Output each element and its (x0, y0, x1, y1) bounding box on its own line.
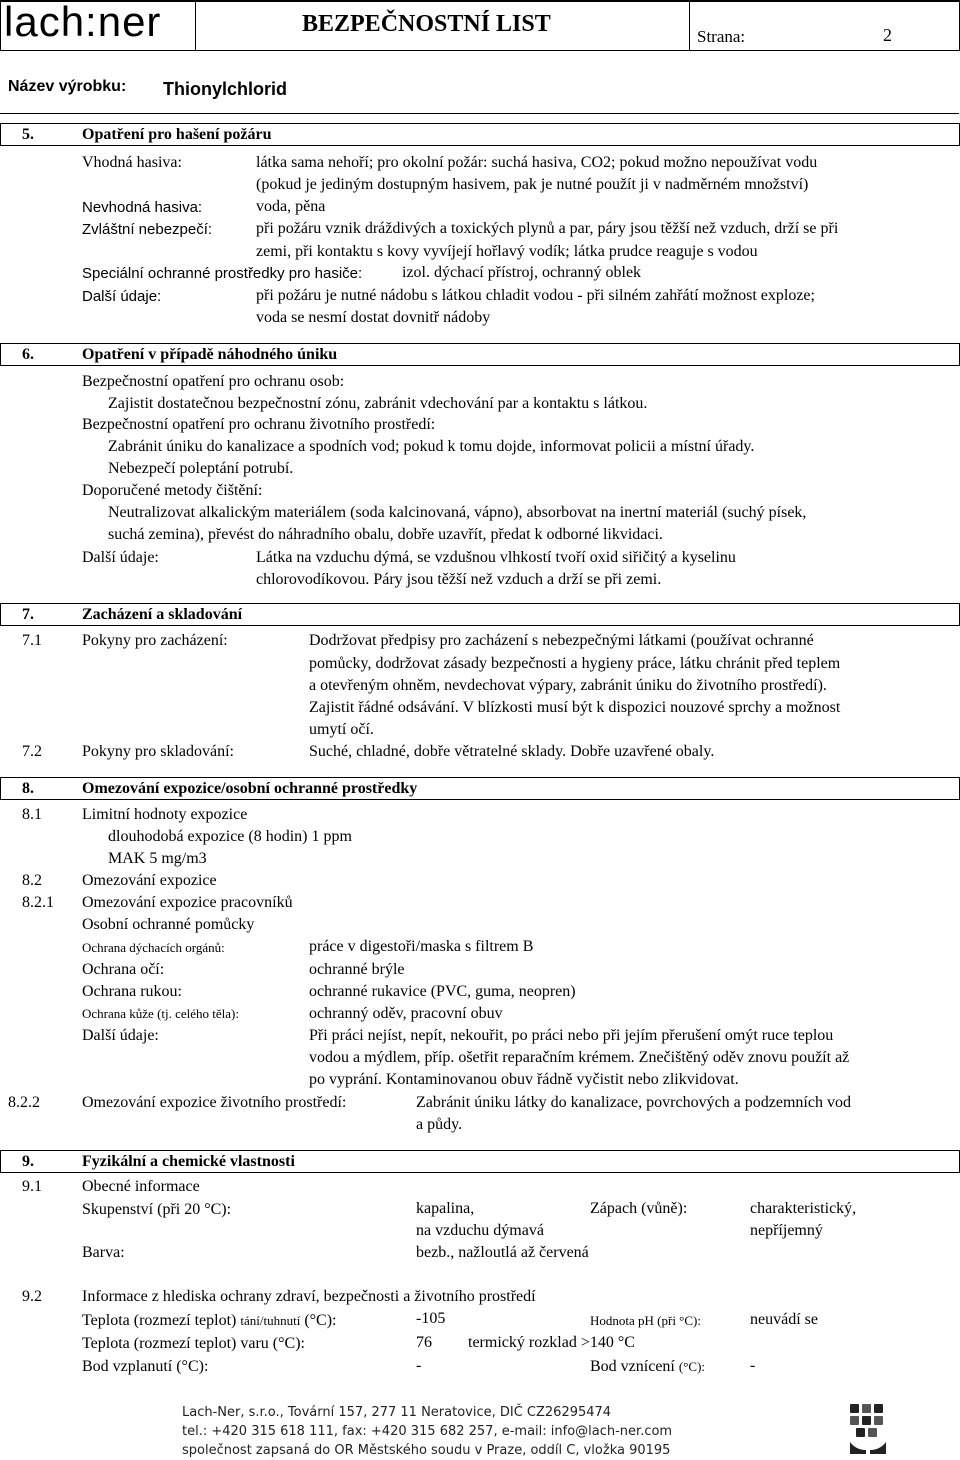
company-emblem-icon (848, 1402, 888, 1456)
value: nepříjemný (750, 1222, 823, 1239)
value: termický rozklad >140 °C (468, 1334, 635, 1351)
label: Ochrana očí: (82, 961, 165, 978)
footer-registration: společnost zapsaná do OR Městského soudu v Praze, oddíl C, vložka 90195 (182, 1443, 671, 1458)
section-9-number: 9. (22, 1153, 34, 1170)
section-5-title: Opatření pro hašení požáru (82, 126, 272, 143)
label-part: Bod vznícení (590, 1358, 675, 1375)
value: 76 (416, 1334, 432, 1351)
value: Suché, chladné, dobře větratelné sklady. Dobře uzavřené obaly. (309, 743, 715, 760)
section-7-number: 7. (22, 606, 34, 623)
label: Pokyny pro zacházení: (82, 632, 228, 649)
value: chlorovodíkovou. Páry jsou těžší než vzduch a drží se při zemi. (256, 571, 662, 588)
value: ochranné rukavice (PVC, guma, neopren) (309, 983, 576, 1000)
value: ochranné brýle (309, 961, 405, 978)
value: suchá zemina), převést do náhradního obalu, dobře uzavřít, předat k odborné likvidaci. (108, 526, 663, 543)
value: umytí očí. (309, 721, 374, 738)
company-logo: lach:ner (4, 0, 162, 45)
subsection-number: 8.2.1 (22, 894, 54, 911)
section-6-title: Opatření v případě náhodného úniku (82, 346, 338, 363)
value: neuvádí se (750, 1311, 818, 1328)
page-number: 2 (883, 25, 892, 45)
footer-contact: tel.: +420 315 618 111, fax: +420 315 682 257, e-mail: info@lach-ner.com (182, 1424, 673, 1439)
label: Barva: (82, 1244, 125, 1261)
section-8-number: 8. (22, 780, 34, 797)
label: Omezování expozice životního prostředí: (82, 1094, 347, 1111)
subheading: Obecné informace (82, 1178, 200, 1195)
label: Pokyny pro skladování: (82, 743, 234, 760)
value: na vzduchu dýmavá (416, 1222, 544, 1239)
label: Vhodná hasiva: (82, 154, 182, 171)
label: Další údaje: (82, 288, 162, 305)
page-label: Strana: (697, 27, 746, 46)
value: Zabránit úniku látky do kanalizace, povrchových a podzemních vod (416, 1094, 851, 1111)
label: Ochrana dýchacích orgánů: (82, 940, 225, 955)
separator (0, 113, 959, 114)
value: kapalina, (416, 1200, 475, 1217)
subheading: Bezpečnostní opatření pro ochranu osob: (82, 373, 345, 390)
value: a půdy. (416, 1116, 463, 1133)
subheading: Osobní ochranné pomůcky (82, 916, 255, 933)
label (82, 1312, 337, 1330)
section-6-number: 6. (22, 346, 34, 363)
value: práce v digestoři/maska s filtrem B (309, 938, 534, 955)
subsection-number: 9.2 (22, 1288, 42, 1305)
value: Zajistit řádné odsávání. V blízkosti musí být k dispozici nouzové sprchy a možnost (309, 699, 841, 716)
subsection-number: 8.1 (22, 806, 42, 823)
product-name: Thionylchlorid (163, 79, 287, 99)
label: Bod vzplanutí (°C): (82, 1358, 209, 1375)
document-title: BEZPEČNOSTNÍ LIST (302, 11, 551, 37)
label: Ochrana kůže (tj. celého těla): (82, 1006, 239, 1021)
value: voda se nesmí dostat dovnitř nádoby (256, 309, 491, 326)
label: Další údaje: (82, 1027, 159, 1044)
label-part: Teplota (rozmezí teplot) (82, 1312, 237, 1329)
value: bezb., nažloutlá až červená (416, 1244, 589, 1261)
label: Další údaje: (82, 549, 159, 566)
value: izol. dýchací přístroj, ochranný oblek (402, 264, 642, 281)
value: Neutralizovat alkalickým materiálem (soda kalcinovaná, vápno), absorbovat na inertní materiál (suchý písek, (108, 504, 807, 521)
value: látka sama nehoří; pro okolní požár: suchá hasiva, CO2; pokud možno nepoužívat vodu (256, 154, 818, 171)
subsection-number: 9.1 (22, 1178, 42, 1195)
value: -105 (416, 1310, 446, 1327)
value: po vyprání. Kontaminovanou obuv řádně vyčistit nebo zlikvidovat. (309, 1071, 739, 1088)
value: Zajistit dostatečnou bezpečnostní zónu, zabránit vdechování par a kontaktu s látkou. (108, 395, 648, 412)
value: zemi, při kontaktu s kovy vyvíjejí hořlavý vodík; látka prudce reaguje s vodou (256, 243, 758, 260)
value: vodou a mýdlem, příp. ošetřit reparačním krémem. Znečištěný oděv znovu použít až (309, 1049, 850, 1066)
value: při požáru je nutné nádobu s látkou chladit vodou - při silném zahřátí možnost exploze; (256, 287, 815, 304)
subheading: Bezpečnostní opatření pro ochranu životního prostředí: (82, 416, 436, 433)
subheading: Omezování expozice pracovníků (82, 894, 293, 911)
subheading: Limitní hodnoty expozice (82, 806, 248, 823)
section-9-title: Fyzikální a chemické vlastnosti (82, 1153, 295, 1170)
value: při požáru vznik dráždivých a toxických plynů a par, páry jsou těžší než vzduch, drží se při (256, 220, 839, 237)
subsection-number: 8.2.2 (8, 1094, 40, 1111)
value: Zabránit úniku do kanalizace a spodních vod; pokud k tomu dojde, informovat policii a místní úřady. (108, 438, 755, 455)
product-label: Název výrobku: (8, 78, 127, 95)
value: Látka na vzduchu dýmá, se vzdušnou vlhkostí tvoří oxid siřičitý a kyselinu (256, 549, 736, 566)
header-divider (195, 0, 196, 50)
label: Zvláštní nebezpečí: (82, 221, 213, 238)
value: Dodržovat předpisy pro zacházení s nebezpečnými látkami (používat ochranné (309, 632, 814, 649)
label: Ochrana rukou: (82, 983, 182, 1000)
value: - (750, 1357, 756, 1374)
subsection-number: 7.2 (22, 743, 42, 760)
subheading: Omezování expozice (82, 872, 217, 889)
label: Nevhodná hasiva: (82, 199, 203, 216)
value: charakteristický, (750, 1200, 857, 1217)
label-part: (°C): (678, 1359, 706, 1374)
value: MAK 5 mg/m3 (108, 850, 207, 867)
label: Zápach (vůně): (590, 1200, 688, 1217)
value: (pokud je jediným dostupným hasivem, pak je nutné použít ji v nadměrném množství) (256, 176, 809, 193)
subheading: Informace z hlediska ochrany zdraví, bezpečnosti a životního prostředí (82, 1288, 536, 1305)
label: Teplota (rozmezí teplot) varu (°C): (82, 1335, 305, 1352)
value: - (416, 1357, 422, 1374)
section-5-number: 5. (22, 126, 34, 143)
footer-address: Lach-Ner, s.r.o., Tovární 157, 277 11 Neratovice, DIČ CZ26295474 (182, 1405, 612, 1420)
label-part: tání/tuhnutí (240, 1313, 301, 1328)
subheading: Doporučené metody čištění: (82, 482, 263, 499)
label: Hodnota pH (při °C): (590, 1313, 701, 1328)
value: voda, pěna (256, 198, 326, 215)
section-8-title: Omezování expozice/osobní ochranné prostředky (82, 780, 418, 797)
label: Skupenství (při 20 °C): (82, 1201, 232, 1218)
value: a otevřeným ohněm, nevdechovat výpary, zabránit úniku do životního prostředí). (309, 677, 827, 694)
value: Nebezpečí poleptání potrubí. (108, 460, 294, 477)
value: Při práci nejíst, nepít, nekouřit, po práci nebo při jejím přerušení omýt ruce teplou (309, 1027, 834, 1044)
value: pomůcky, dodržovat zásady bezpečnosti a hygieny práce, látku chránit před teplem (309, 655, 841, 672)
label (590, 1358, 705, 1376)
value: ochranný oděv, pracovní obuv (309, 1005, 503, 1022)
subsection-number: 8.2 (22, 872, 42, 889)
subsection-number: 7.1 (22, 632, 42, 649)
label-part: (°C): (304, 1312, 337, 1329)
value: dlouhodobá expozice (8 hodin) 1 ppm (108, 828, 352, 845)
section-7-title: Zacházení a skladování (82, 606, 243, 623)
label: Speciální ochranné prostředky pro hasiče: (82, 265, 363, 282)
header-divider (689, 0, 690, 50)
